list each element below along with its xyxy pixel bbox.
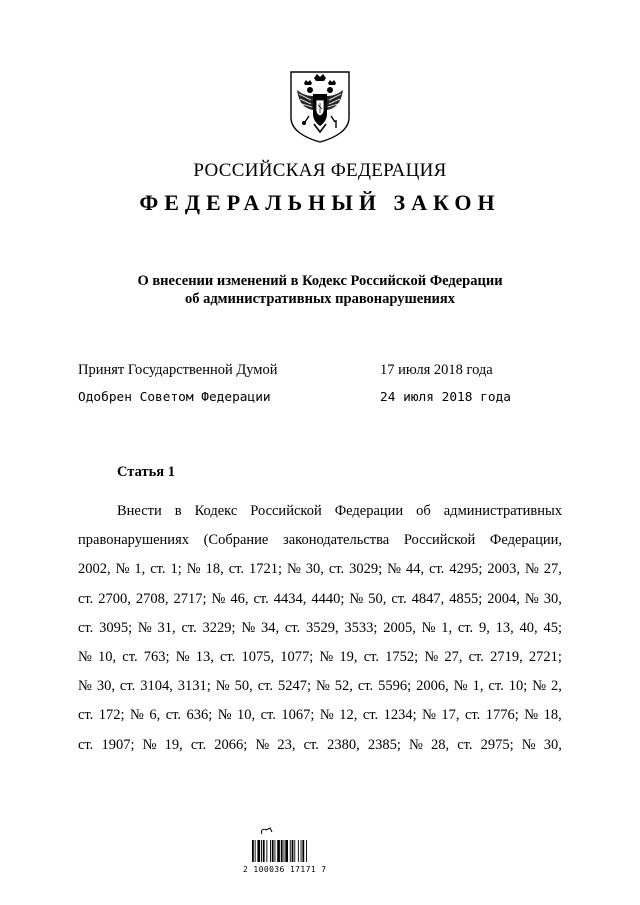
- word: №: [137, 619, 152, 636]
- barcode-bar: [301, 840, 302, 862]
- word: №: [215, 678, 230, 695]
- article-heading: Статья 1: [117, 464, 175, 480]
- article-line-text: [117, 497, 562, 526]
- article-line: [78, 672, 562, 701]
- word: 30,: [543, 736, 562, 753]
- word: 1077;: [280, 648, 314, 665]
- word: 4295;: [449, 561, 483, 578]
- word: №: [408, 736, 423, 753]
- coat-of-arms-icon: [287, 68, 353, 144]
- word: 2004,: [487, 590, 520, 607]
- word: 19,: [164, 736, 183, 753]
- adoption-label: Принят Государственной Думой: [78, 362, 278, 378]
- barcode-bar: [285, 840, 288, 862]
- word: №: [521, 736, 536, 753]
- barcode-bar: [290, 840, 291, 862]
- barcode-bar: [275, 840, 276, 862]
- word: 1075,: [241, 648, 275, 665]
- barcode-bar: [294, 840, 295, 862]
- word: ст.: [150, 561, 166, 578]
- word: 2002,: [78, 561, 111, 578]
- word: №: [286, 561, 301, 578]
- law-title-line: об административных правонарушениях: [184, 291, 456, 307]
- word: Российской: [250, 503, 322, 519]
- barcode-bar: [266, 840, 267, 862]
- word: 30,: [305, 561, 324, 578]
- word: ст.: [253, 590, 269, 607]
- article-line: [78, 526, 562, 555]
- barcode-bar: [252, 840, 254, 862]
- word: 18,: [543, 707, 562, 724]
- word: 1067;: [281, 707, 315, 724]
- article-line-text: [78, 701, 562, 730]
- word: 23,: [277, 736, 296, 753]
- word: правонарушениях: [78, 532, 189, 549]
- word: 3131;: [177, 678, 211, 695]
- word: 3533;: [344, 619, 378, 636]
- word: 27,: [444, 648, 463, 665]
- word: 2708,: [135, 590, 169, 607]
- word: №: [421, 619, 436, 636]
- barcode-bar: [302, 840, 304, 862]
- word: 2975;: [480, 736, 514, 753]
- word: 52,: [334, 678, 353, 695]
- word: ст.: [391, 590, 407, 607]
- word: 4855;: [449, 590, 483, 607]
- word: №: [524, 590, 539, 607]
- word: 1,: [441, 619, 453, 636]
- word: 1776;: [485, 707, 519, 724]
- barcode-bar: [272, 840, 274, 862]
- word: ст.: [357, 678, 374, 695]
- word: 45;: [543, 619, 562, 636]
- word: №: [217, 707, 232, 724]
- article-line-text: [78, 731, 562, 760]
- word: №: [186, 561, 201, 578]
- word: ст.: [257, 678, 273, 695]
- word: 5247;: [277, 678, 311, 695]
- word: 13,: [195, 648, 214, 665]
- word: ст.: [362, 707, 379, 724]
- word: ст.: [457, 619, 474, 636]
- word: №: [142, 736, 157, 753]
- adoption-date: 17 июля 2018 года: [380, 362, 493, 378]
- word: ст.: [78, 736, 94, 753]
- word: ст.: [219, 648, 236, 665]
- word: 50,: [368, 590, 387, 607]
- word: 1721;: [248, 561, 282, 578]
- word: Внести: [117, 503, 162, 519]
- word: 28,: [430, 736, 450, 753]
- word: №: [78, 648, 92, 665]
- word: 27,: [543, 561, 562, 578]
- article-line: [78, 585, 562, 614]
- barcode-bar: [263, 840, 265, 862]
- word: 1,: [134, 561, 146, 578]
- word: 2066;: [214, 736, 248, 753]
- word: 1,: [472, 678, 484, 695]
- word: 763;: [143, 648, 170, 665]
- word: 13,: [495, 619, 514, 636]
- barcode-number: 2 100036 17171 7: [243, 865, 327, 874]
- word: №: [349, 590, 364, 607]
- word: №: [115, 561, 130, 578]
- word: 18,: [205, 561, 224, 578]
- article-line: [78, 731, 562, 760]
- word: 3104,: [140, 678, 173, 695]
- word: №: [315, 678, 330, 695]
- word: 2719,: [490, 648, 523, 665]
- article-line: [78, 701, 562, 730]
- word: 10;: [508, 678, 528, 695]
- article-line-text: [78, 555, 562, 584]
- word: 172;: [98, 707, 125, 724]
- word: ст.: [228, 561, 244, 578]
- word: Федерации,: [489, 532, 562, 549]
- barcode-bar: [257, 840, 260, 862]
- word: №: [453, 678, 468, 695]
- word: ст.: [122, 648, 138, 665]
- word: 2003,: [487, 561, 520, 578]
- word: 50,: [234, 678, 253, 695]
- word: 2006,: [416, 678, 449, 695]
- word: 1907;: [101, 736, 135, 753]
- article-line: [78, 497, 562, 526]
- article-line-text: [78, 585, 562, 614]
- word: ст.: [119, 678, 136, 695]
- word: ст.: [488, 678, 504, 695]
- word: (Собрание: [203, 532, 269, 549]
- word: административных: [443, 503, 562, 519]
- word: 2005,: [383, 619, 416, 636]
- word: 3095;: [99, 619, 133, 636]
- word: 2717;: [173, 590, 207, 607]
- word: 10,: [237, 707, 256, 724]
- word: 12,: [339, 707, 358, 724]
- article-body: [78, 497, 562, 760]
- word: №: [532, 678, 547, 695]
- word: №: [319, 648, 334, 665]
- barcode-bar: [281, 840, 283, 862]
- barcode-icon: [250, 826, 332, 896]
- word: 30,: [543, 590, 562, 607]
- word: 4440;: [311, 590, 345, 607]
- word: №: [524, 707, 539, 724]
- word: 4434,: [273, 590, 307, 607]
- word: 2721;: [528, 648, 562, 665]
- word: 2385;: [367, 736, 401, 753]
- law-title-line: О внесении изменений в Кодекс Российской Федерации: [137, 273, 503, 289]
- word: ст.: [181, 619, 197, 636]
- law-title: [0, 272, 640, 308]
- word: 19,: [339, 648, 358, 665]
- barcode-bar: [261, 840, 262, 862]
- barcode-bar: [277, 840, 280, 862]
- article-line-text: [78, 526, 562, 555]
- word: 2380,: [327, 736, 360, 753]
- word: ст.: [165, 707, 181, 724]
- adoption-label: Одобрен Советом Федерации: [78, 390, 271, 405]
- word: 4847,: [411, 590, 445, 607]
- word: 2,: [551, 678, 562, 695]
- word: ст.: [363, 648, 379, 665]
- article-line-text: [78, 614, 562, 643]
- barcode-bar: [292, 840, 294, 862]
- barcode-bar: [284, 840, 285, 862]
- word: ст.: [284, 619, 301, 636]
- word: №: [211, 590, 226, 607]
- word: 44,: [405, 561, 425, 578]
- word: ст.: [78, 590, 94, 607]
- word: в: [174, 503, 182, 519]
- barcode-bar: [298, 840, 299, 862]
- word: ст.: [78, 707, 94, 724]
- word: ст.: [457, 736, 473, 753]
- word: 6,: [149, 707, 161, 724]
- word: ст.: [465, 707, 481, 724]
- word: №: [130, 707, 144, 724]
- word: №: [422, 707, 436, 724]
- word: №: [241, 619, 256, 636]
- article-line: [78, 555, 562, 584]
- barcode-bar: [306, 840, 307, 862]
- word: №: [524, 561, 539, 578]
- word: 31,: [157, 619, 176, 636]
- word: 1;: [170, 561, 182, 578]
- word: 40,: [519, 619, 538, 636]
- word: 17,: [441, 707, 460, 724]
- word: ст.: [78, 619, 94, 636]
- word: №: [424, 648, 439, 665]
- word: Кодекс: [194, 503, 238, 519]
- word: 1234;: [383, 707, 417, 724]
- word: 30,: [96, 678, 115, 695]
- document-type-heading: ФЕДЕРАЛЬНЫЙ ЗАКОН: [139, 190, 501, 215]
- word: 9,: [478, 619, 490, 636]
- article-line-text: [78, 643, 562, 672]
- word: 636;: [186, 707, 213, 724]
- word: 5596;: [378, 678, 412, 695]
- word: ст.: [328, 561, 345, 578]
- barcode-bar: [270, 840, 271, 862]
- word: законодательства: [282, 532, 390, 549]
- word: ст.: [303, 736, 319, 753]
- word: 2700,: [98, 590, 131, 607]
- word: 10,: [98, 648, 117, 665]
- barcode-bar: [255, 840, 256, 862]
- word: 1752;: [385, 648, 419, 665]
- word: 3529,: [305, 619, 339, 636]
- word: №: [387, 561, 401, 578]
- word: Российской: [403, 532, 476, 549]
- article-line-text: [78, 672, 562, 701]
- word: об: [416, 503, 431, 519]
- word: 3229;: [202, 619, 236, 636]
- word: №: [255, 736, 270, 753]
- word: ст.: [260, 707, 276, 724]
- word: ст.: [468, 648, 484, 665]
- word: №: [78, 678, 92, 695]
- word: №: [319, 707, 334, 724]
- word: 46,: [230, 590, 249, 607]
- word: Федерации: [334, 503, 404, 519]
- word: 3029;: [349, 561, 383, 578]
- word: ст.: [190, 736, 207, 753]
- word: 34,: [260, 619, 280, 636]
- adoption-date: 24 июля 2018 года: [380, 390, 511, 405]
- article-line: [78, 643, 562, 672]
- article-line: [78, 614, 562, 643]
- country-heading: РОССИЙСКАЯ ФЕДЕРАЦИЯ: [193, 160, 447, 181]
- word: ст.: [429, 561, 445, 578]
- word: №: [175, 648, 190, 665]
